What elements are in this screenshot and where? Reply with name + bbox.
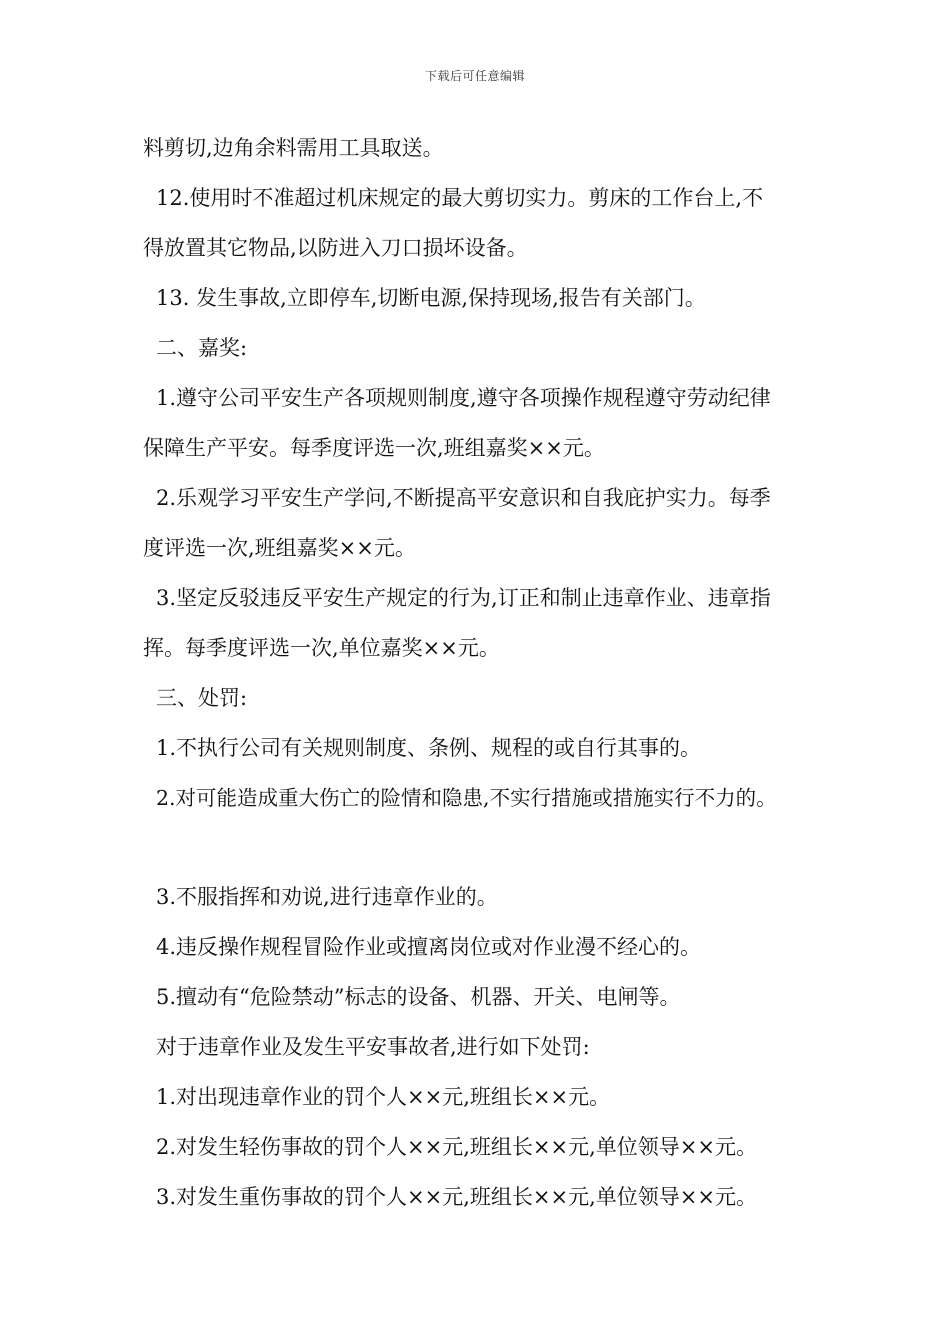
section-heading: 三、处罚:	[156, 686, 248, 710]
paragraph-line: 2.乐观学习平安生产学问,不断提高平安意识和自我庇护实力。每季	[156, 486, 771, 510]
paragraph-line: 对于违章作业及发生平安事故者,进行如下处罚:	[156, 1035, 590, 1059]
paragraph-line: 料剪切,边角余料需用工具取送。	[143, 136, 444, 160]
paragraph-line: 度评选一次,班组嘉奖××元。	[143, 536, 416, 560]
paragraph-line: 1.遵守公司平安生产各项规则制度,遵守各项操作规程遵守劳动纪律	[156, 386, 771, 410]
paragraph-line: 保障生产平安。每季度评选一次,班组嘉奖××元。	[143, 436, 605, 460]
paragraph-line: 3.不服指挥和劝说,进行违章作业的。	[156, 885, 498, 909]
paragraph-line: 5.擅动有“危险禁动”标志的设备、机器、开关、电闸等。	[156, 985, 681, 1009]
paragraph-line: 13. 发生事故,立即停车,切断电源,保持现场,报告有关部门。	[156, 286, 706, 310]
paragraph-line: 得放置其它物品,以防进入刀口损坏设备。	[143, 236, 528, 260]
paragraph-line: 4.违反操作规程冒险作业或擅离岗位或对作业漫不经心的。	[156, 935, 702, 959]
paragraph-line: 1.对出现违章作业的罚个人××元,班组长××元。	[156, 1085, 611, 1109]
page-header: 下载后可任意编辑	[424, 69, 525, 83]
paragraph-line: 挥。每季度评选一次,单位嘉奖××元。	[143, 636, 500, 660]
paragraph-line: 2.对可能造成重大伤亡的险情和隐患,不实行措施或措施实行不力的。	[156, 786, 777, 810]
paragraph-line: 2.对发生轻伤事故的罚个人××元,班组长××元,单位领导××元。	[156, 1135, 757, 1159]
paragraph-line: 3.对发生重伤事故的罚个人××元,班组长××元,单位领导××元。	[156, 1185, 757, 1209]
paragraph-line: 12.使用时不准超过机床规定的最大剪切实力。剪床的工作台上,不	[156, 186, 764, 210]
paragraph-line: 3.坚定反驳违反平安生产规定的行为,订正和制止违章作业、违章指	[156, 586, 771, 610]
paragraph-line: 1.不执行公司有关规则制度、条例、规程的或自行其事的。	[156, 736, 702, 760]
section-heading: 二、嘉奖:	[156, 336, 248, 360]
